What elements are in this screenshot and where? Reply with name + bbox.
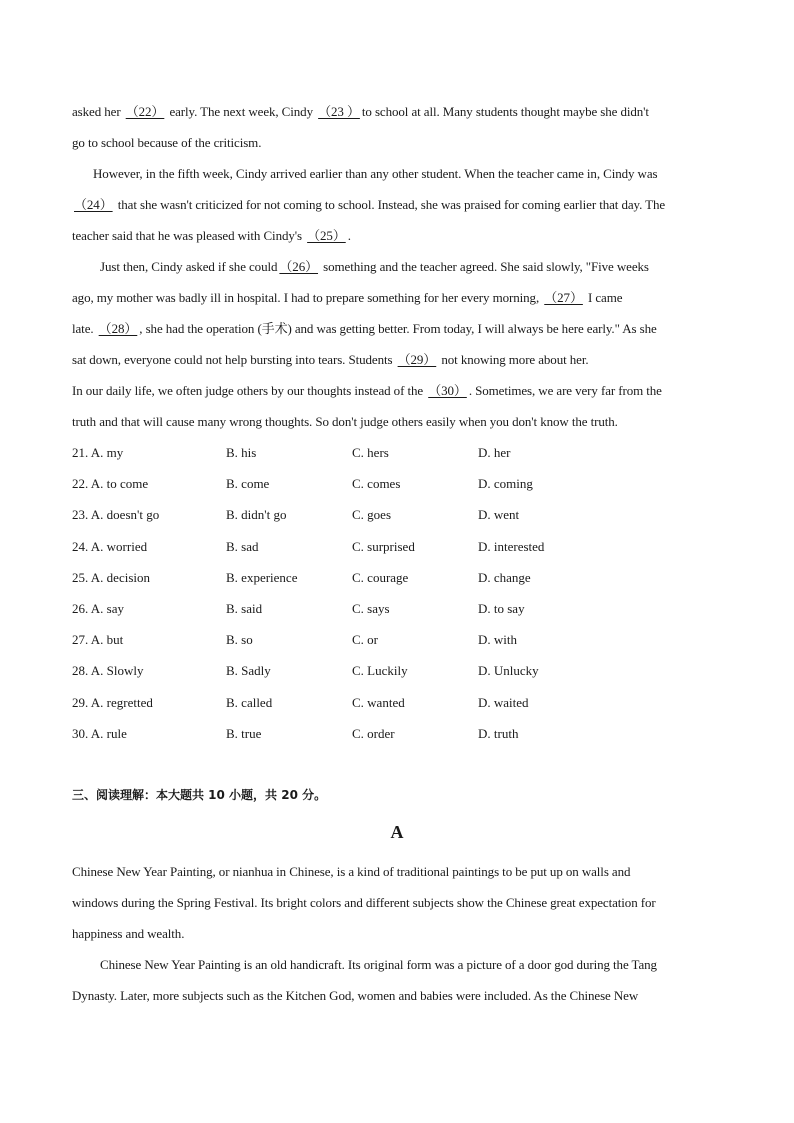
cloze-text: teacher said that he was pleased with Cindy's [72, 228, 306, 243]
option-c: C. courage [352, 569, 409, 585]
answer-blank: （29） [397, 352, 437, 367]
question-row [72, 437, 722, 468]
cloze-text: early. The next week, Cindy [166, 104, 317, 119]
cloze-text: not knowing more about her. [438, 352, 589, 367]
cloze-line [72, 375, 722, 406]
option-c: C. comes [352, 476, 401, 492]
option-d: D. her [478, 445, 511, 460]
passage-line: happiness and wealth. [72, 926, 185, 941]
answer-blank: （24） [74, 197, 113, 212]
answer-blank: （23 ） [318, 104, 360, 119]
reading-passage-a [72, 856, 722, 1011]
option-b: B. so [226, 632, 253, 648]
answer-blank: （25） [307, 228, 346, 243]
cloze-text: I came [584, 290, 623, 305]
cloze-text: However, in the fifth week, Cindy arrived earlier than any other student. When the teacher came in, Cindy was [93, 166, 658, 181]
option-b: B. Sadly [226, 663, 271, 679]
option-b: B. said [226, 600, 263, 616]
cloze-line [72, 189, 722, 220]
option-d: D. went [478, 507, 520, 523]
option-a: 24. A. worried [72, 538, 148, 554]
option-b: B. called [226, 694, 273, 710]
question-row [72, 499, 722, 530]
cloze-text: something and the teacher agreed. She said slowly, "Five weeks [320, 259, 649, 274]
answer-blank: （28） [98, 321, 138, 336]
cloze-line [72, 282, 722, 313]
question-row [72, 593, 722, 624]
option-d: D. coming [478, 476, 533, 492]
option-b: B. didn't go [226, 507, 287, 523]
answer-blank: （27） [544, 290, 583, 305]
option-a: 23. A. doesn't go [72, 507, 160, 523]
cloze-line [72, 96, 722, 127]
option-b: B. come [226, 476, 270, 492]
cloze-text: . [347, 228, 351, 243]
passage-line: Dynasty. Later, more subjects such as the Kitchen God, women and babies were included. As the Chinese New [72, 988, 639, 1003]
cloze-text: that she wasn't criticized for not coming to school. Instead, she was praised for coming earlier that day. The [114, 197, 666, 212]
cloze-passage [72, 96, 722, 749]
option-a: 22. A. to come [72, 476, 149, 492]
option-c: C. says [352, 600, 390, 616]
section-title: 三、阅读理解：本大题共 10 小题，共 20 分。 [72, 788, 327, 802]
option-d: D. truth [478, 725, 519, 741]
option-d: D. with [478, 632, 517, 648]
question-row [72, 718, 722, 749]
question-row [72, 468, 722, 499]
cloze-text: truth and that will cause many wrong thoughts. So don't judge others easily when you don't know the truth. [72, 414, 618, 429]
option-b: B. sad [226, 538, 259, 554]
option-c: C. surprised [352, 538, 415, 554]
option-d: D. interested [478, 538, 545, 554]
question-row [72, 655, 722, 686]
option-a: 27. A. but [72, 632, 124, 648]
question-row [72, 562, 722, 593]
cloze-line [72, 251, 722, 282]
passage-line: Chinese New Year Painting, or nianhua in Chinese, is a kind of traditional paintings to be put up on walls and [72, 864, 631, 879]
passage-line: Chinese New Year Painting is an old handicraft. Its original form was a picture of a door god during the Tang [100, 957, 657, 972]
cloze-text: asked her [72, 104, 124, 119]
cloze-text: ago, my mother was badly ill in hospital. I had to prepare something for her every morning, [72, 290, 543, 305]
option-c: C. or [352, 632, 378, 648]
option-c: C. goes [352, 507, 391, 523]
cloze-text: sat down, everyone could not help bursting into tears. Students [72, 352, 396, 367]
option-d: D. waited [478, 694, 529, 710]
answer-blank: （26） [279, 259, 319, 274]
option-c: C. hers [352, 445, 389, 460]
option-b: B. experience [226, 569, 298, 585]
question-row [72, 687, 722, 718]
passage-label: A [390, 822, 404, 842]
answer-blank: （30） [428, 383, 467, 398]
cloze-text: . Sometimes, we are very far from the [468, 383, 662, 398]
option-a: 26. A. say [72, 600, 124, 616]
cloze-line [72, 344, 722, 375]
cloze-text: go to school because of the criticism. [72, 135, 262, 150]
option-b: B. his [226, 445, 257, 460]
option-c: C. Luckily [352, 663, 408, 679]
option-d: D. change [478, 569, 531, 585]
cloze-text: to school at all. Many students thought maybe she didn't [361, 104, 649, 119]
option-d: D. Unlucky [478, 663, 539, 679]
cloze-line [72, 406, 722, 437]
question-row [72, 624, 722, 655]
cloze-text: In our daily life, we often judge others by our thoughts instead of the [72, 383, 427, 398]
cloze-line [72, 158, 722, 189]
option-a: 28. A. Slowly [72, 663, 144, 679]
option-a: 21. A. my [72, 445, 124, 460]
cloze-text: late. [72, 321, 97, 336]
option-a: 29. A. regretted [72, 694, 153, 710]
option-c: C. wanted [352, 694, 405, 710]
option-d: D. to say [478, 600, 525, 616]
cloze-line [72, 313, 722, 344]
cloze-line [72, 220, 722, 251]
question-row [72, 531, 722, 562]
option-a: 25. A. decision [72, 569, 150, 585]
passage-line: windows during the Spring Festival. Its bright colors and different subjects show the Chinese great expectation for [72, 895, 656, 910]
answer-blank: （22） [125, 104, 165, 119]
option-b: B. true [226, 725, 262, 741]
cloze-line [72, 127, 722, 158]
option-c: C. order [352, 725, 395, 741]
option-a: 30. A. rule [72, 725, 127, 741]
cloze-text: , she had the operation (手术) and was getting better. From today, I will always be here early." As she [139, 321, 657, 336]
cloze-text: Just then, Cindy asked if she could [100, 259, 278, 274]
